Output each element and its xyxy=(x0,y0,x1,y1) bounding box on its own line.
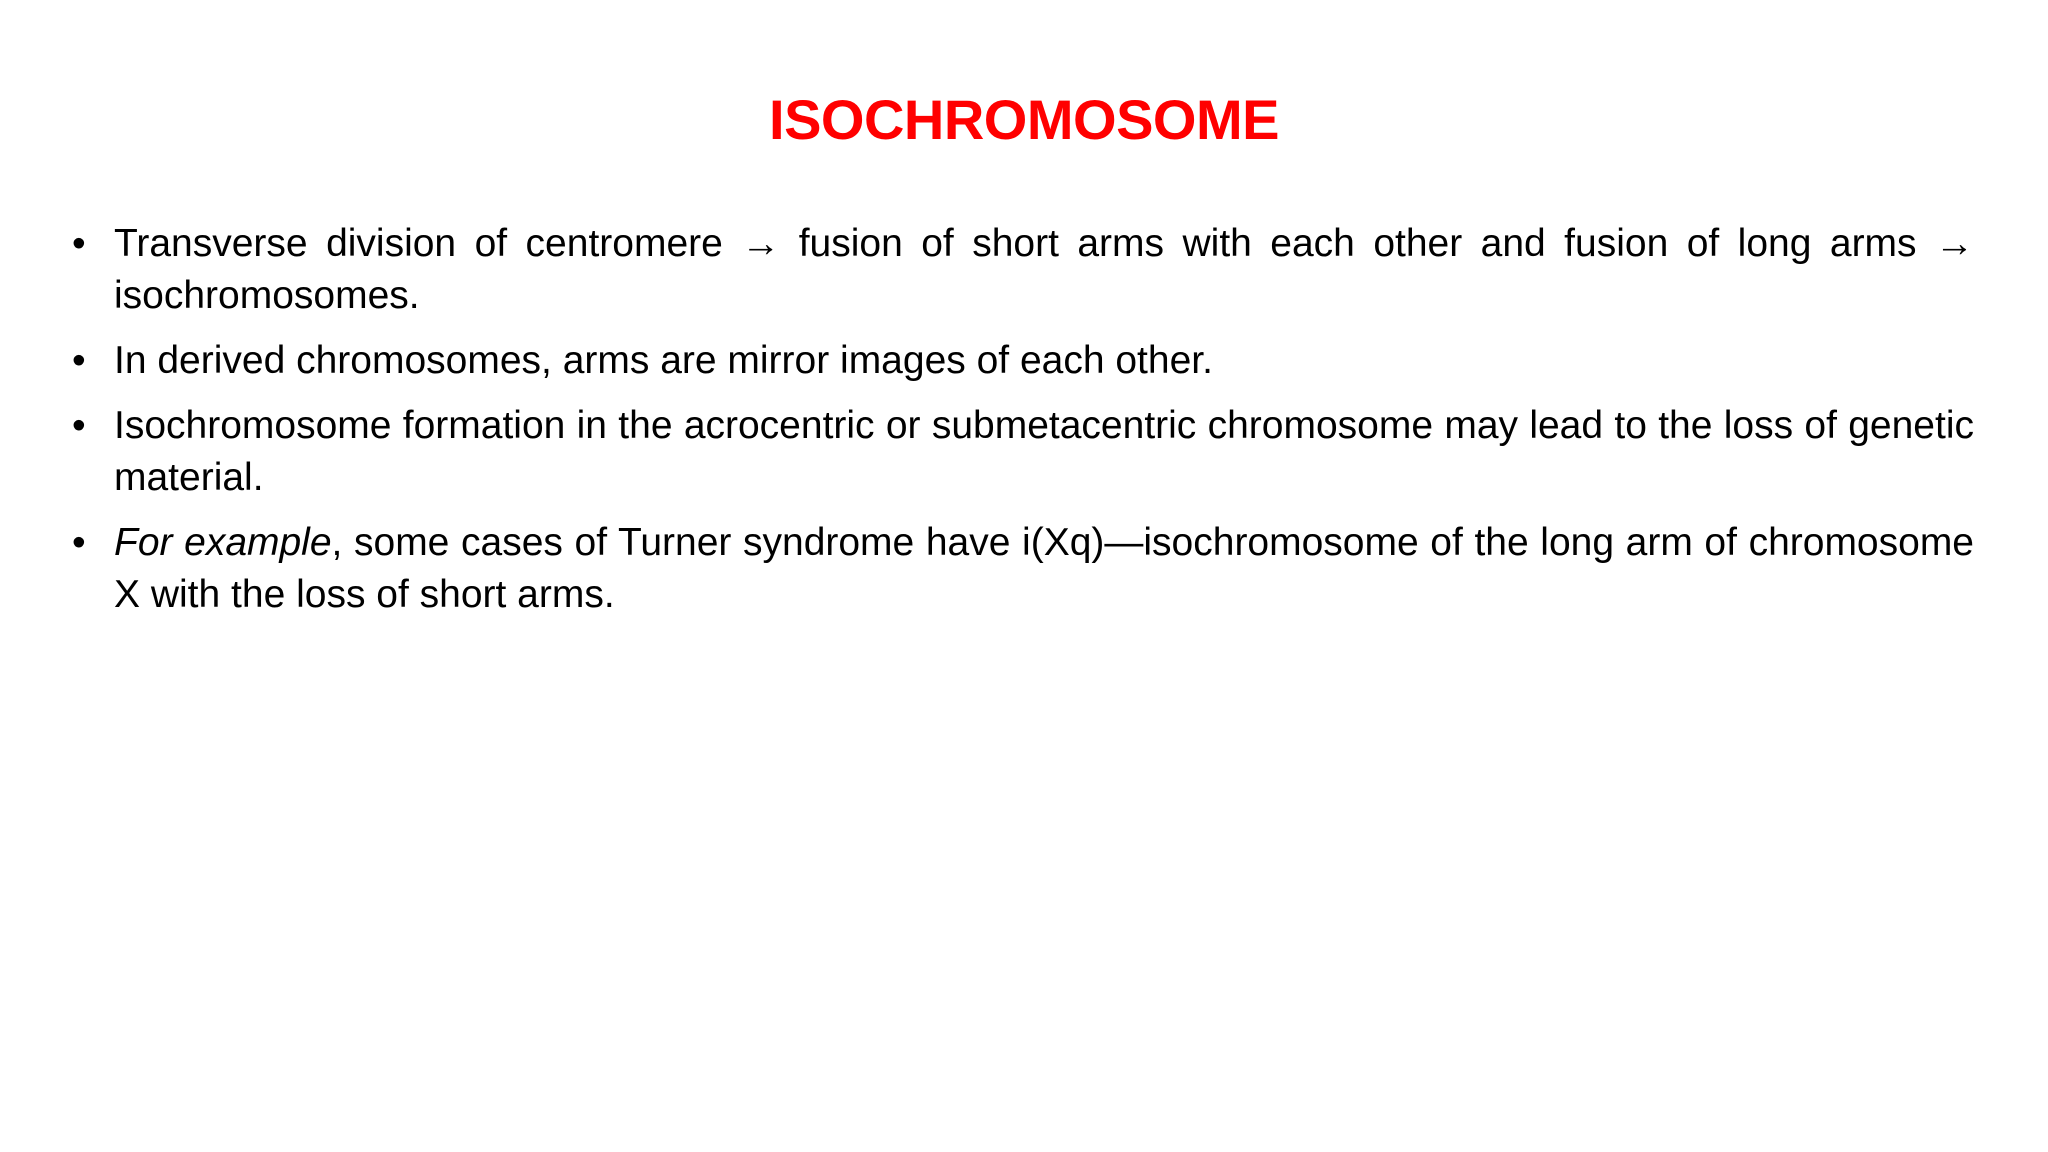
bullet-text-3: Isochromosome formation in the acrocentric or submetacentric chromosome may lead to the loss of genetic material. xyxy=(114,404,1974,499)
bullet-item-3 xyxy=(72,400,1974,504)
bullet-item-4 xyxy=(72,517,1974,621)
bullet-text-4: , some cases of Turner syndrome have i(Xq)—isochromosome of the long arm of chromosome X with the loss of short arms. xyxy=(114,521,1974,616)
bullet-list xyxy=(72,218,1974,634)
bullet-icon: • xyxy=(72,222,86,265)
bullet-text-2: In derived chromosomes, arms are mirror images of each other. xyxy=(114,339,1213,382)
bullet-icon: • xyxy=(72,521,86,564)
bullet-item-2 xyxy=(72,335,1974,387)
slide-title: ISOCHROMOSOME xyxy=(769,88,1279,151)
bullet-item-1 xyxy=(72,218,1974,322)
bullet-italic-prefix: For example xyxy=(114,521,332,564)
bullet-icon: • xyxy=(72,404,86,447)
bullet-icon: • xyxy=(72,339,86,382)
bullet-text-1: Transverse division of centromere → fusion of short arms with each other and fusion of long arms → isochromosomes. xyxy=(114,222,1974,317)
